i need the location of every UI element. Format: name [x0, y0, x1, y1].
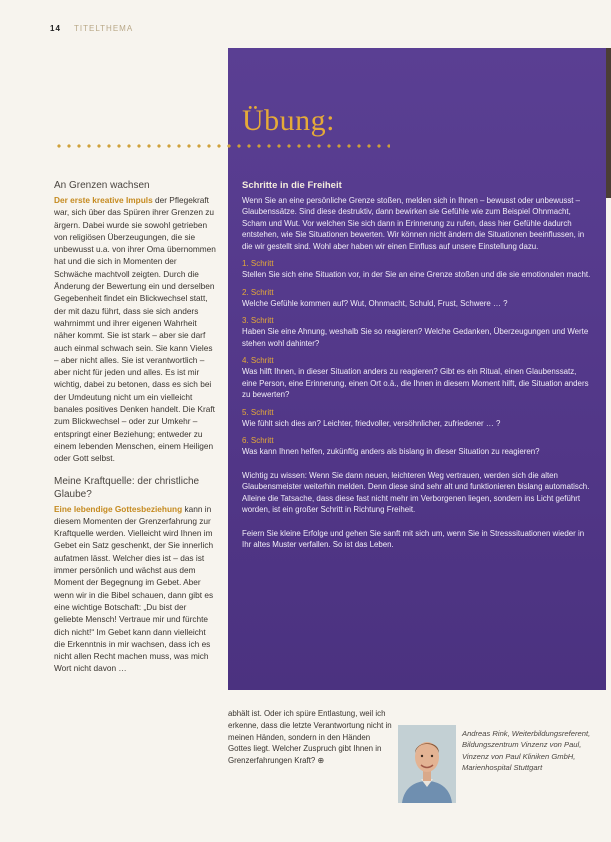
- step-label: 5. Schritt: [242, 407, 274, 417]
- highlight-gottesbeziehung: Eine lebendige Gottesbeziehung: [54, 503, 183, 514]
- author-photo: [398, 725, 456, 803]
- exercise-heading: Schritte in die Freiheit: [242, 180, 342, 191]
- dotted-divider: [54, 143, 390, 149]
- paragraph-kraftquelle: [54, 503, 216, 675]
- step-label: 1. Schritt: [242, 259, 274, 268]
- exercise-intro: Wenn Sie an eine persönliche Grenze stoßen, melden sich in Ihnen – bewusst oder unbewusst – Glaubenssätze. Sind diese destruktiv, dann bewirken sie Gefühle wie zum Beispiel Ohnmacht, Scham und Wut. Vor welchen Sie sich dann in Erinnerung zu rufen, dass hier Gefühle dadurch entstehen, wie Sie Situationen bewerten. Wir können nicht ändern die Situationen beeinflussen, in die wir gestellt sind. Wohl aber haben wir einen Einfluss auf unsere Einstellung dazu.: [242, 195, 585, 251]
- step-text: Was hilft Ihnen, in dieser Situation anders zu reagieren? Gibt es ein Ritual, einen Glaubenssatz, eine Person, eine Erinnerung, einen Ort o.ä., die Ihnen in diesem Moment hilft, die Situation anders zu bewerten?: [242, 367, 589, 399]
- page-edge-decoration: [606, 48, 611, 198]
- exercise-content: [242, 180, 592, 551]
- continuation-paragraph: abhält ist. Oder ich spüre Entlastung, weil ich erkenne, dass die letzte Verantwortung nicht in meinen Händen, sondern in den Händen Gottes liegt. Welcher Zuspruch gibt Ihnen in Grenzerfahrungen Kraft? ⊕: [228, 709, 392, 766]
- highlight-kreativer-impuls: Der erste kreative Impuls: [54, 195, 153, 205]
- exercise-closing: Feiern Sie kleine Erfolge und gehen Sie sanft mit sich um, wenn Sie in Stresssituationen wieder in Ihr altes Muster verfallen. So ist das Leben.: [242, 528, 585, 549]
- step-text: Was kann Ihnen helfen, zukünftig anders als bislang in dieser Situation zu reagieren?: [242, 447, 540, 456]
- section-heading-kraftquelle: Meine Kraftquelle: der christliche Glaube?: [54, 475, 200, 500]
- paragraph-kraftquelle-text: kann in diesem Momenten der Grenzerfahrung zur Kraftquelle werden. Vielleicht wird Ihnen im Gebet ein Satz geschenkt, der Sie innerlich aufatmen lässt. Welcher dies ist – das ist immer persönlich und wächst aus dem Moment der Begegnung im Gebet. Aber wenn wir in die Bibel schauen, dann gibt es eine wichtige Botschaft: „Du bist der geliebte Mensch! Vertraue mir und fürchte dich nicht!“ Im Gebet kann dann vielleicht die Erkenntnis in mir wachsen, dass ich es nicht allen Recht machen muss, was mich Wort nicht davon …: [54, 503, 214, 674]
- step-text: Stellen Sie sich eine Situation vor, in der Sie an eine Grenze stoßen und die sie emotionalen macht.: [242, 270, 591, 279]
- page-header: [50, 24, 133, 33]
- step-text: Wie fühlt sich dies an? Leichter, friedvoller, versöhnlicher, zufriedener … ?: [242, 418, 501, 428]
- step-label: 3. Schritt: [242, 316, 274, 325]
- section-tag: TITELTHEMA: [73, 24, 134, 33]
- author-portrait-icon: [398, 725, 456, 803]
- step-text: Welche Gefühle kommen auf? Wut, Ohnmacht, Schuld, Frust, Schwere … ?: [242, 298, 508, 308]
- step-label: 4. Schritt: [242, 356, 274, 365]
- step-label: 2. Schritt: [242, 287, 274, 297]
- page-number: 14: [50, 24, 61, 33]
- exercise-title: Übung:: [242, 104, 335, 137]
- paragraph-grenzen: [54, 194, 216, 465]
- exercise-note: Wichtig zu wissen: Wenn Sie dann neuen, leichteren Weg vertrauen, werden sich die alten Glaubensmeister weiterhin melden. Denn diese sind sehr alt und funktionieren bislang automatisch. Alleine die Tatsache, dass diese fast nicht mehr im Verborgenen liegen, sondern ins Licht geführt worden, ist ein großer Schritt in Richtung Freiheit.: [242, 470, 590, 514]
- left-column: [54, 180, 216, 675]
- step-text: Haben Sie eine Ahnung, weshalb Sie so reagieren? Welche Gedanken, Überzeugungen und Werte stehen wohl dahinter?: [242, 327, 589, 348]
- section-heading-grenzen: An Grenzen wachsen: [54, 180, 150, 191]
- step-label: 6. Schritt: [242, 436, 274, 445]
- paragraph-grenzen-text: der Pflegekraft war, sich über das Spüren ihrer Grenzen zu ärgern. Dabei wurde sie sowohl getrieben von religiösen Überzeugungen, die sie unbewusst u.a. von ihrer Oma übernommen hat und die sich in Momenten der Schwäche machtvoll zeigten. Durch die Änderung der Bewertung ein und derselben Gegebenheit findet ein Blickwechsel statt, der mit dazu führt, dass sie sich anders wahrnimmt und ihrer eigenen Wahrheit näher kommt. Sie ist stark – aber sie darf auch einmal schwach sein. Sie kann Vieles – aber nicht alles. Sie ist verantwortlich – aber nicht für jeden und alles. Es ist mir wichtig, dabei zu betonen, dass es sich bei der Umdeutung nicht um ein vielleicht banales positives Denken handelt. Die Kraft zum Blickwechsel – oder zur Umkehr – entspringt einer Beziehung; entweder zu einem lebenden Menschen, einem Heiligen oder Gott selbst.: [54, 195, 216, 464]
- author-byline: Andreas Rink, Weiterbildungsreferent, Bildungszentrum Vinzenz von Paul, Vinzenz von Paul Kliniken GmbH, Marienhospital Stuttgart: [462, 729, 591, 773]
